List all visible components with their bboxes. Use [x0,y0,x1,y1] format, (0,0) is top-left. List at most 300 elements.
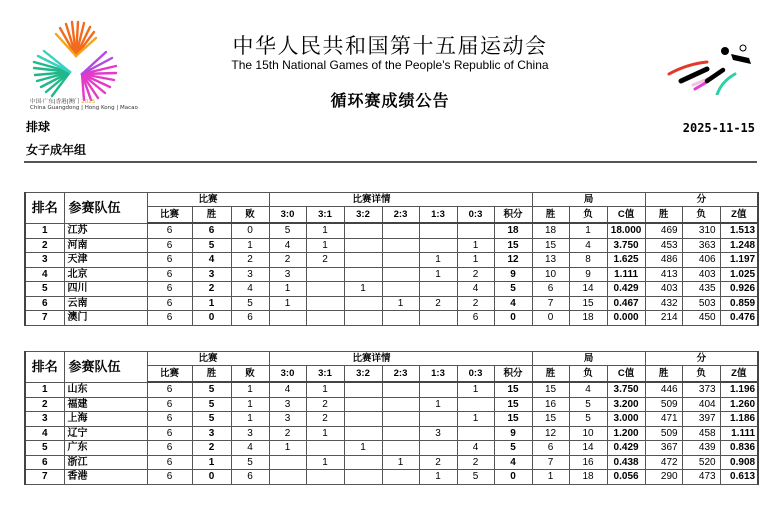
cell-s03: 1 [457,412,494,427]
cell-pts-won: 413 [645,267,682,282]
cell-c-value: 0.000 [607,311,645,326]
cell-s32 [344,455,382,470]
cell-s31: 1 [306,426,344,441]
col-3-1: 3:1 [306,207,344,224]
page-subtitle: 循环赛成绩公告 [330,91,450,110]
cell-pts-lost: 404 [682,397,720,412]
cell-score: 15 [494,397,532,412]
cell-sets-lost: 9 [569,267,607,282]
cell-s30: 3 [269,397,306,412]
cell-s30 [269,311,306,326]
cell-s13: 1 [419,253,457,268]
cell-c-value: 0.056 [607,470,645,485]
col-3-0: 3:0 [269,207,306,224]
cell-z-value: 1.111 [720,426,758,441]
cell-rank: 4 [25,426,64,441]
cell-sets-lost: 14 [569,441,607,456]
cell-pts-won: 446 [645,382,682,397]
cell-rank: 2 [25,238,64,253]
cell-s32 [344,470,382,485]
cell-z-value: 1.186 [720,412,758,427]
cell-s30: 1 [269,282,306,297]
cell-team: 四川 [64,282,147,297]
cell-s32: 1 [344,441,382,456]
cell-pts-won: 471 [645,412,682,427]
cell-pts-lost: 439 [682,441,720,456]
cell-played: 6 [147,253,192,268]
cell-played: 6 [147,426,192,441]
cell-s31: 2 [306,253,344,268]
cell-c-value: 3.000 [607,412,645,427]
cell-played: 6 [147,382,192,397]
cell-s23: 1 [382,296,419,311]
cell-lost: 6 [231,470,269,485]
table-row [25,267,758,282]
group-name: 女子成年组 [26,143,87,157]
cell-pts-won: 403 [645,282,682,297]
cell-lost: 3 [231,426,269,441]
col-1-3: 1:3 [419,207,457,224]
cell-score: 15 [494,382,532,397]
cell-s03: 4 [457,441,494,456]
cell-s03 [457,223,494,238]
cell-pts-lost: 373 [682,382,720,397]
col-team: 参赛队伍 [64,193,147,224]
cell-team: 河南 [64,238,147,253]
cell-c-value: 0.438 [607,455,645,470]
col-3-1: 3:1 [306,366,344,383]
cell-z-value: 1.260 [720,397,758,412]
table-row [25,253,758,268]
cell-sets-won: 16 [532,397,569,412]
cell-sets-lost: 18 [569,470,607,485]
cell-sets-won: 15 [532,238,569,253]
col-team: 参赛队伍 [64,352,147,383]
cell-z-value: 0.613 [720,470,758,485]
cell-rank: 7 [25,311,64,326]
cell-s32 [344,296,382,311]
cell-s31: 1 [306,382,344,397]
cell-won: 0 [192,311,231,326]
cell-lost: 6 [231,311,269,326]
cell-s32 [344,426,382,441]
cell-won: 4 [192,253,231,268]
cell-s23: 1 [382,455,419,470]
cell-s23 [382,311,419,326]
cell-sets-won: 12 [532,426,569,441]
cell-sets-lost: 8 [569,253,607,268]
group-points: 分 [645,193,758,207]
group-details: 比赛详情 [269,352,532,366]
cell-won: 2 [192,282,231,297]
cell-pts-won: 469 [645,223,682,238]
cell-won: 5 [192,412,231,427]
cell-z-value: 0.908 [720,455,758,470]
cell-pts-lost: 473 [682,470,720,485]
cell-sets-won: 7 [532,296,569,311]
cell-pts-won: 367 [645,441,682,456]
cell-sets-lost: 15 [569,296,607,311]
cell-s13: 1 [419,267,457,282]
col-points-lost: 负 [682,366,720,383]
cell-sets-won: 13 [532,253,569,268]
cell-won: 3 [192,267,231,282]
cell-s31: 2 [306,412,344,427]
cell-rank: 3 [25,253,64,268]
cell-played: 6 [147,282,192,297]
group-sets: 局 [532,352,645,366]
cell-s31 [306,441,344,456]
table-row [25,455,758,470]
cell-won: 2 [192,441,231,456]
cell-pts-lost: 435 [682,282,720,297]
cell-sets-won: 15 [532,382,569,397]
table-row [25,311,758,326]
cell-team: 浙江 [64,455,147,470]
table-row [25,397,758,412]
cell-pts-won: 432 [645,296,682,311]
col-rank: 排名 [25,193,64,224]
cell-s31 [306,470,344,485]
col-0-3: 0:3 [457,366,494,383]
cell-s13 [419,311,457,326]
cell-won: 5 [192,382,231,397]
cell-z-value: 0.926 [720,282,758,297]
cell-s32 [344,397,382,412]
cell-sets-lost: 1 [569,223,607,238]
cell-lost: 5 [231,296,269,311]
cell-lost: 2 [231,253,269,268]
cell-pts-lost: 397 [682,412,720,427]
cell-rank: 6 [25,296,64,311]
cell-rank: 6 [25,455,64,470]
table-row [25,382,758,397]
cell-played: 6 [147,455,192,470]
group-matches: 比赛 [147,352,269,366]
group-points: 分 [645,352,758,366]
cell-s31 [306,311,344,326]
cell-s31: 1 [306,223,344,238]
cell-pts-lost: 503 [682,296,720,311]
cell-team: 福建 [64,397,147,412]
cell-s13: 2 [419,296,457,311]
cell-sets-lost: 5 [569,412,607,427]
cell-team: 天津 [64,253,147,268]
cell-rank: 7 [25,470,64,485]
cell-s13 [419,412,457,427]
report-date: 2025-11-15 [682,121,755,135]
cell-played: 6 [147,267,192,282]
cell-rank: 3 [25,412,64,427]
cell-s23 [382,441,419,456]
results-table-1 [24,192,759,326]
table-row [25,470,758,485]
cell-s31: 2 [306,397,344,412]
cell-lost: 4 [231,282,269,297]
cell-s30: 3 [269,412,306,427]
cell-z-value: 0.476 [720,311,758,326]
col-points-won: 胜 [645,207,682,224]
cell-sets-won: 10 [532,267,569,282]
col-2-3: 2:3 [382,207,419,224]
table-row [25,238,758,253]
col-points-lost: 负 [682,207,720,224]
cell-s30: 4 [269,382,306,397]
col-z-value: Z值 [720,366,758,383]
col-score: 积分 [494,366,532,383]
cell-sets-won: 6 [532,282,569,297]
col-score: 积分 [494,207,532,224]
sport-name: 排球 [26,120,51,134]
cell-team: 辽宁 [64,426,147,441]
cell-sets-won: 0 [532,311,569,326]
table-row [25,282,758,297]
cell-z-value: 1.025 [720,267,758,282]
cell-s32 [344,238,382,253]
cell-s32 [344,382,382,397]
header-divider [24,161,757,163]
table-row [25,441,758,456]
col-sets-lost: 负 [569,366,607,383]
cell-s23 [382,382,419,397]
cell-s23 [382,223,419,238]
logo-caption-cn: 中国·广东|香港|澳门 [30,99,80,105]
cell-score: 4 [494,296,532,311]
cell-lost: 4 [231,441,269,456]
cell-c-value: 0.467 [607,296,645,311]
page-title: 中华人民共和国第十五届运动会 [232,34,548,58]
cell-played: 6 [147,311,192,326]
cell-score: 12 [494,253,532,268]
cell-s13 [419,382,457,397]
cell-played: 6 [147,238,192,253]
cell-sets-won: 7 [532,455,569,470]
cell-s30: 4 [269,238,306,253]
cell-s13 [419,441,457,456]
table-2-body [25,382,758,484]
cell-played: 6 [147,470,192,485]
cell-score: 4 [494,455,532,470]
group-sets: 局 [532,193,645,207]
cell-score: 0 [494,311,532,326]
cell-s31 [306,296,344,311]
group-details: 比赛详情 [269,193,532,207]
cell-s13: 1 [419,397,457,412]
cell-s31: 1 [306,238,344,253]
cell-s13: 1 [419,470,457,485]
cell-sets-won: 15 [532,412,569,427]
col-played: 比赛 [147,366,192,383]
cell-lost: 1 [231,382,269,397]
cell-rank: 5 [25,282,64,297]
cell-played: 6 [147,441,192,456]
cell-s30 [269,455,306,470]
cell-s13: 2 [419,455,457,470]
cell-z-value: 0.836 [720,441,758,456]
cell-c-value: 1.625 [607,253,645,268]
cell-z-value: 0.859 [720,296,758,311]
cell-lost: 1 [231,238,269,253]
cell-s03: 2 [457,296,494,311]
col-sets-won: 胜 [532,366,569,383]
cell-lost: 3 [231,267,269,282]
cell-s23 [382,412,419,427]
cell-s13 [419,223,457,238]
table-row [25,296,758,311]
cell-sets-won: 6 [532,441,569,456]
cell-score: 5 [494,441,532,456]
cell-team: 上海 [64,412,147,427]
cell-team: 云南 [64,296,147,311]
cell-lost: 1 [231,412,269,427]
cell-s23 [382,470,419,485]
cell-won: 3 [192,426,231,441]
cell-c-value: 18.000 [607,223,645,238]
cell-c-value: 3.200 [607,397,645,412]
cell-score: 18 [494,223,532,238]
col-sets-lost: 负 [569,207,607,224]
cell-rank: 5 [25,441,64,456]
cell-s23 [382,267,419,282]
cell-pts-lost: 310 [682,223,720,238]
col-c-value: C值 [607,207,645,224]
cell-s13 [419,282,457,297]
cell-sets-lost: 10 [569,426,607,441]
col-won: 胜 [192,366,231,383]
col-0-3: 0:3 [457,207,494,224]
cell-rank: 2 [25,397,64,412]
cell-c-value: 0.429 [607,441,645,456]
cell-sets-lost: 18 [569,311,607,326]
col-won: 胜 [192,207,231,224]
cell-team: 山东 [64,382,147,397]
cell-s03 [457,426,494,441]
volleyball-pictogram-icon [665,40,765,95]
cell-s31 [306,282,344,297]
cell-team: 香港 [64,470,147,485]
table-row [25,412,758,427]
cell-pts-lost: 363 [682,238,720,253]
cell-won: 6 [192,223,231,238]
cell-sets-lost: 5 [569,397,607,412]
col-sets-won: 胜 [532,207,569,224]
cell-pts-lost: 406 [682,253,720,268]
cell-s32 [344,311,382,326]
cell-s30: 1 [269,296,306,311]
cell-team: 澳门 [64,311,147,326]
cell-s03: 5 [457,470,494,485]
cell-s30: 5 [269,223,306,238]
col-lost: 败 [231,366,269,383]
table-row [25,223,758,238]
cell-z-value: 1.197 [720,253,758,268]
cell-s23 [382,253,419,268]
cell-s32 [344,267,382,282]
cell-pts-won: 214 [645,311,682,326]
cell-s30: 2 [269,426,306,441]
cell-won: 5 [192,397,231,412]
cell-score: 9 [494,267,532,282]
group-matches: 比赛 [147,193,269,207]
cell-played: 6 [147,397,192,412]
cell-sets-lost: 16 [569,455,607,470]
cell-s03: 4 [457,282,494,297]
col-3-2: 3:2 [344,207,382,224]
cell-c-value: 1.111 [607,267,645,282]
cell-pts-lost: 450 [682,311,720,326]
cell-s13: 3 [419,426,457,441]
cell-team: 江苏 [64,223,147,238]
cell-s03: 6 [457,311,494,326]
page-title-english: The 15th National Games of the People's Republic of China [231,58,549,72]
cell-score: 0 [494,470,532,485]
cell-lost: 1 [231,397,269,412]
cell-c-value: 1.200 [607,426,645,441]
cell-won: 1 [192,296,231,311]
cell-won: 0 [192,470,231,485]
cell-s31: 1 [306,455,344,470]
cell-lost: 5 [231,455,269,470]
cell-z-value: 1.513 [720,223,758,238]
cell-s23 [382,397,419,412]
cell-won: 1 [192,455,231,470]
cell-c-value: 0.429 [607,282,645,297]
cell-pts-won: 486 [645,253,682,268]
cell-z-value: 1.196 [720,382,758,397]
cell-score: 15 [494,238,532,253]
cell-rank: 1 [25,382,64,397]
logo-caption-en: China Guangdong | Hong Kong | Macao [30,105,138,111]
table-row [25,426,758,441]
cell-s03: 2 [457,455,494,470]
cell-s03 [457,397,494,412]
cell-pts-lost: 520 [682,455,720,470]
cell-sets-lost: 14 [569,282,607,297]
cell-pts-lost: 403 [682,267,720,282]
col-points-won: 胜 [645,366,682,383]
cell-s23 [382,238,419,253]
cell-rank: 1 [25,223,64,238]
cell-score: 9 [494,426,532,441]
cell-c-value: 3.750 [607,238,645,253]
col-1-3: 1:3 [419,366,457,383]
cell-s03: 1 [457,238,494,253]
cell-c-value: 3.750 [607,382,645,397]
logo-year: 2025 [81,99,96,105]
cell-s32: 1 [344,282,382,297]
cell-s30: 3 [269,267,306,282]
cell-sets-won: 18 [532,223,569,238]
col-played: 比赛 [147,207,192,224]
cell-team: 北京 [64,267,147,282]
cell-team: 广东 [64,441,147,456]
cell-sets-lost: 4 [569,382,607,397]
cell-s32 [344,253,382,268]
cell-sets-lost: 4 [569,238,607,253]
cell-lost: 0 [231,223,269,238]
cell-s30: 1 [269,441,306,456]
cell-s32 [344,223,382,238]
cell-played: 6 [147,412,192,427]
col-z-value: Z值 [720,207,758,224]
cell-s30 [269,470,306,485]
col-3-0: 3:0 [269,366,306,383]
cell-s23 [382,282,419,297]
cell-pts-won: 509 [645,426,682,441]
cell-won: 5 [192,238,231,253]
cell-s32 [344,412,382,427]
col-lost: 败 [231,207,269,224]
